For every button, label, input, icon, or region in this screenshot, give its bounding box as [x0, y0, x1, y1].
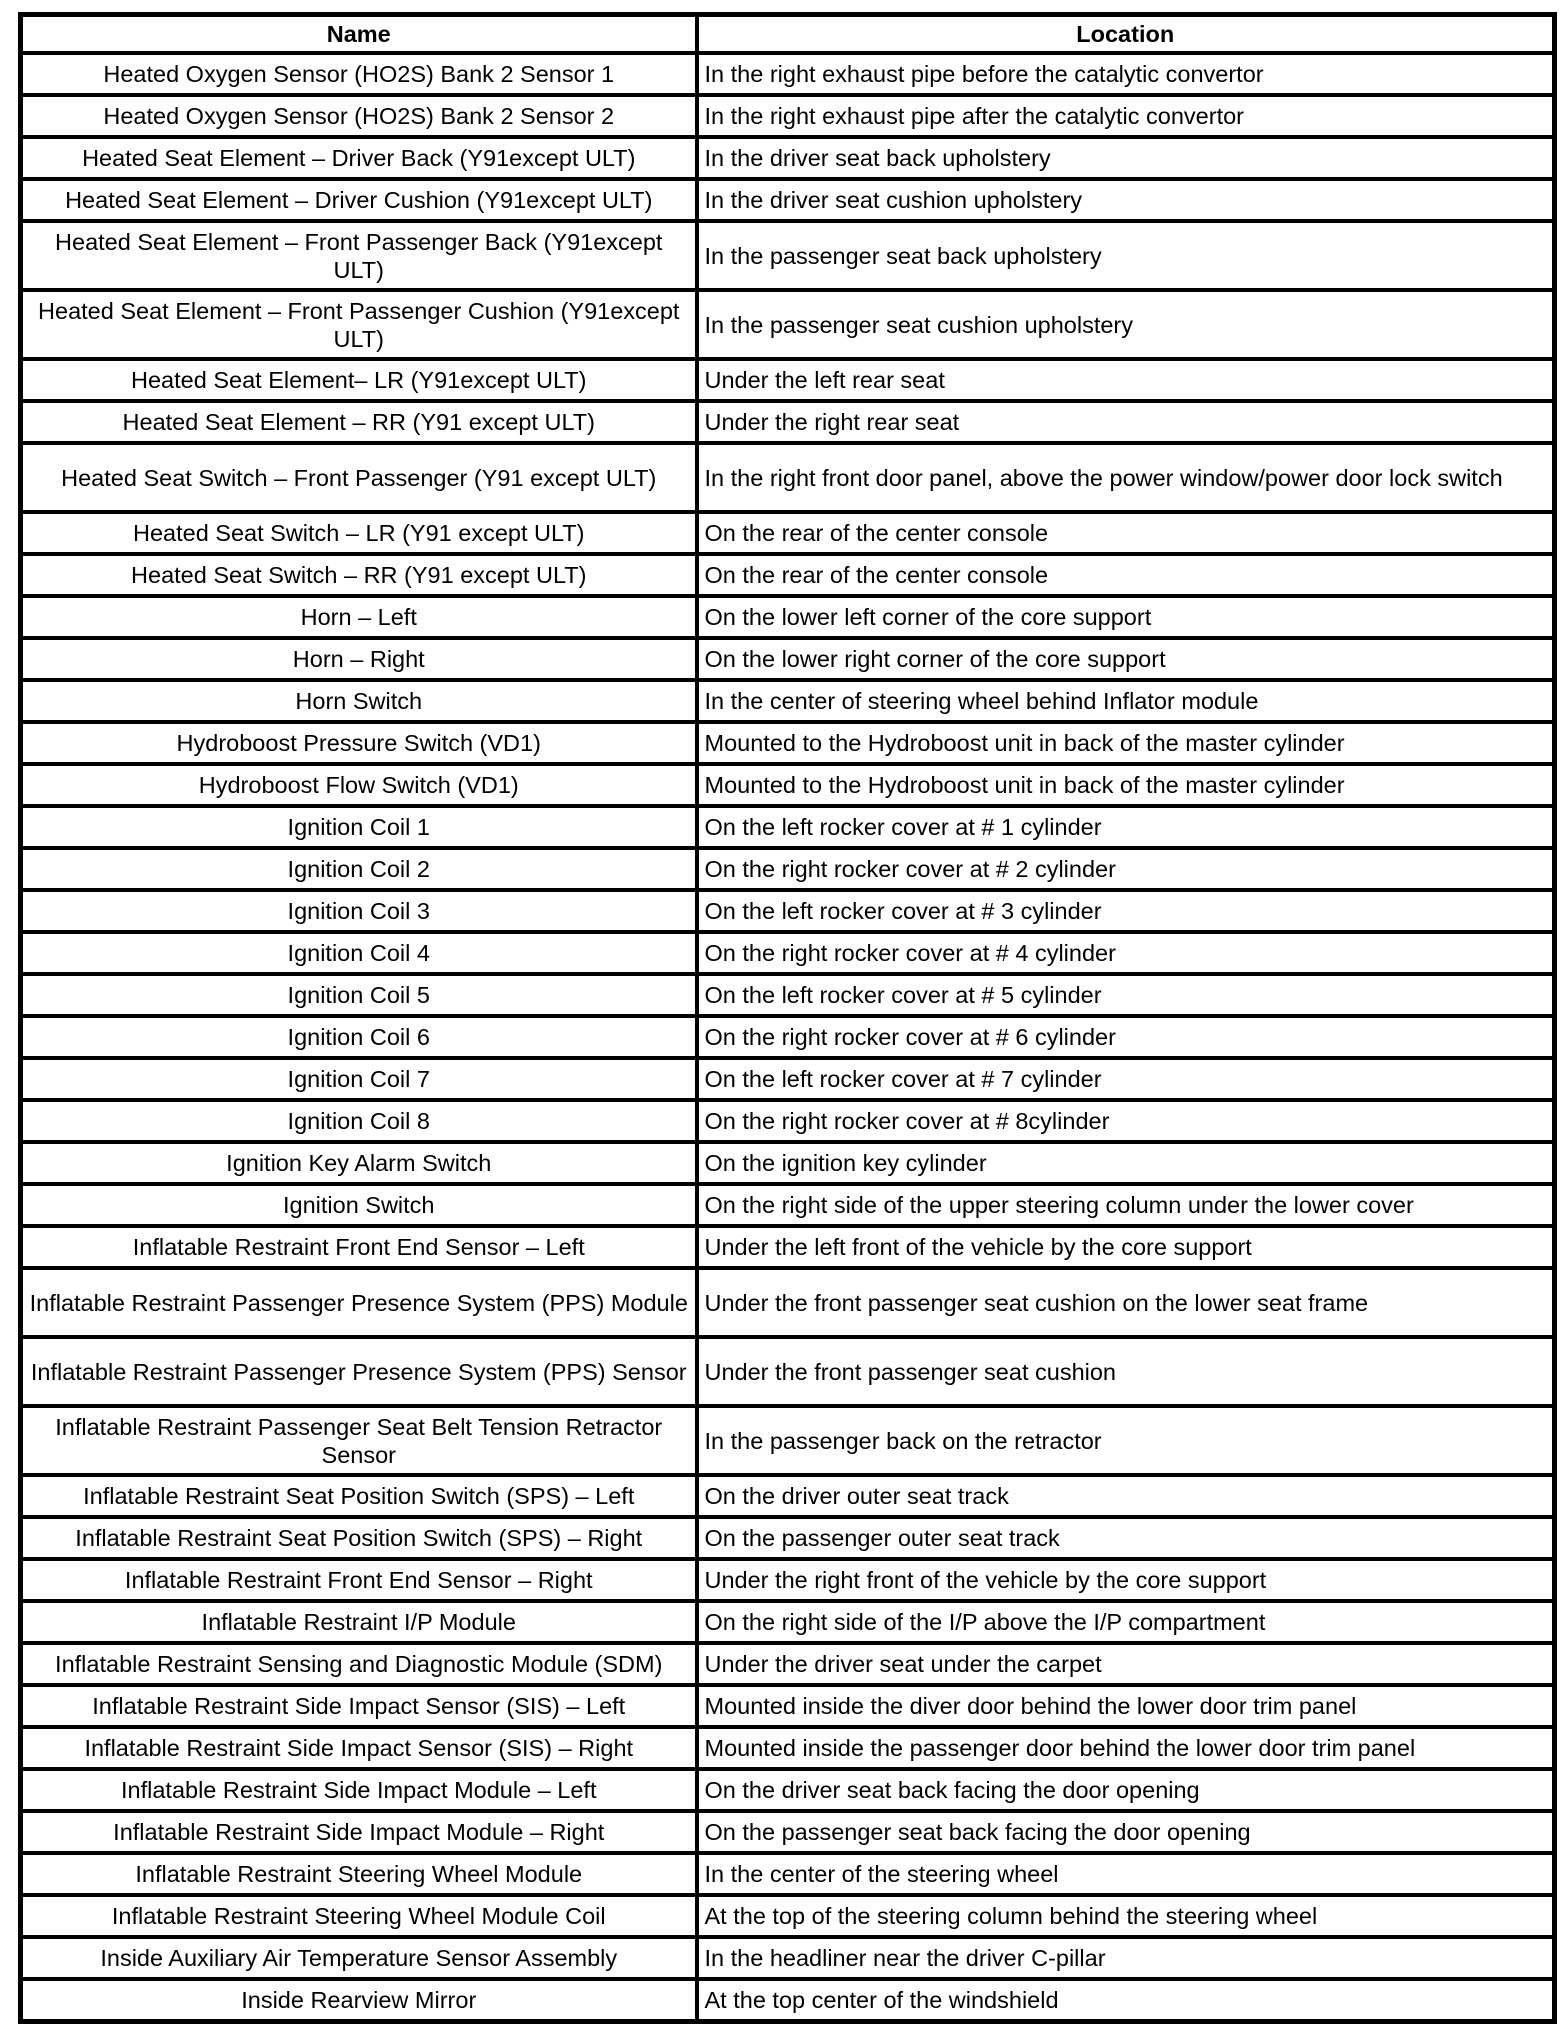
- component-location-cell: On the lower right corner of the core support: [697, 638, 1555, 680]
- component-name-cell: Ignition Coil 8: [21, 1100, 697, 1142]
- component-location-cell: In the headliner near the driver C-pillar: [697, 1937, 1555, 1979]
- component-name-cell: Heated Seat Switch – LR (Y91 except ULT): [21, 512, 697, 554]
- component-location-cell: In the driver seat cushion upholstery: [697, 179, 1555, 221]
- component-location-cell: On the driver seat back facing the door opening: [697, 1769, 1555, 1811]
- table-row: [21, 1058, 1555, 1100]
- component-location-cell: On the right side of the upper steering column under the lower cover: [697, 1184, 1555, 1226]
- component-location-cell: In the driver seat back upholstery: [697, 137, 1555, 179]
- component-name-cell: Inside Auxiliary Air Temperature Sensor Assembly: [21, 1937, 697, 1979]
- table-row: [21, 890, 1555, 932]
- table-row: [21, 638, 1555, 680]
- component-name-cell: Ignition Coil 6: [21, 1016, 697, 1058]
- component-name-cell: Inflatable Restraint Side Impact Sensor (SIS) – Left: [21, 1685, 697, 1727]
- component-location-cell: Under the driver seat under the carpet: [697, 1643, 1555, 1685]
- component-location-cell: In the passenger seat back upholstery: [697, 221, 1555, 290]
- component-location-sheet: [18, 12, 1552, 2024]
- component-location-cell: At the top of the steering column behind the steering wheel: [697, 1895, 1555, 1937]
- component-name-cell: Inflatable Restraint Side Impact Sensor (SIS) – Right: [21, 1727, 697, 1769]
- component-location-cell: On the left rocker cover at # 7 cylinder: [697, 1058, 1555, 1100]
- component-name-cell: Hydroboost Flow Switch (VD1): [21, 764, 697, 806]
- component-location-cell: Under the front passenger seat cushion: [697, 1337, 1555, 1406]
- component-location-cell: On the lower left corner of the core support: [697, 596, 1555, 638]
- component-location-cell: On the right rocker cover at # 8cylinder: [697, 1100, 1555, 1142]
- table-row: [21, 290, 1555, 359]
- table-row: [21, 848, 1555, 890]
- component-name-cell: Inside Rearview Mirror: [21, 1979, 697, 2022]
- table-row: [21, 1475, 1555, 1517]
- component-location-cell: In the center of the steering wheel: [697, 1853, 1555, 1895]
- table-row: [21, 1769, 1555, 1811]
- component-location-cell: On the left rocker cover at # 3 cylinder: [697, 890, 1555, 932]
- component-location-cell: In the passenger seat cushion upholstery: [697, 290, 1555, 359]
- component-name-cell: Heated Seat Switch – Front Passenger (Y91 except ULT): [21, 443, 697, 512]
- table-row: [21, 1643, 1555, 1685]
- component-name-cell: Ignition Coil 3: [21, 890, 697, 932]
- table-row: [21, 1100, 1555, 1142]
- component-location-cell: On the rear of the center console: [697, 554, 1555, 596]
- table-row: [21, 1016, 1555, 1058]
- table-row: [21, 1979, 1555, 2022]
- table-row: [21, 179, 1555, 221]
- component-name-cell: Heated Seat Element– LR (Y91except ULT): [21, 359, 697, 401]
- table-row: [21, 722, 1555, 764]
- table-row: [21, 1559, 1555, 1601]
- table-row: [21, 1727, 1555, 1769]
- component-name-cell: Ignition Coil 4: [21, 932, 697, 974]
- component-name-cell: Inflatable Restraint Sensing and Diagnostic Module (SDM): [21, 1643, 697, 1685]
- component-location-cell: On the right rocker cover at # 2 cylinder: [697, 848, 1555, 890]
- component-location-cell: Under the left rear seat: [697, 359, 1555, 401]
- component-location-cell: In the right front door panel, above the power window/power door lock switch: [697, 443, 1555, 512]
- table-row: [21, 1685, 1555, 1727]
- component-location-cell: On the right rocker cover at # 6 cylinder: [697, 1016, 1555, 1058]
- table-row: [21, 1337, 1555, 1406]
- table-row: [21, 932, 1555, 974]
- component-name-cell: Hydroboost Pressure Switch (VD1): [21, 722, 697, 764]
- component-name-cell: Heated Seat Element – Driver Back (Y91except ULT): [21, 137, 697, 179]
- component-name-cell: Ignition Coil 2: [21, 848, 697, 890]
- component-name-cell: Heated Oxygen Sensor (HO2S) Bank 2 Sensor 1: [21, 53, 697, 95]
- component-name-cell: Heated Oxygen Sensor (HO2S) Bank 2 Sensor 2: [21, 95, 697, 137]
- table-row: [21, 1853, 1555, 1895]
- table-row: [21, 680, 1555, 722]
- component-location-cell: Mounted to the Hydroboost unit in back of the master cylinder: [697, 764, 1555, 806]
- table-row: [21, 1601, 1555, 1643]
- table-row: [21, 1226, 1555, 1268]
- component-location-cell: On the left rocker cover at # 5 cylinder: [697, 974, 1555, 1016]
- component-location-cell: In the center of steering wheel behind Inflator module: [697, 680, 1555, 722]
- component-location-cell: On the right side of the I/P above the I/P compartment: [697, 1601, 1555, 1643]
- component-name-cell: Inflatable Restraint Passenger Presence System (PPS) Module: [21, 1268, 697, 1337]
- component-location-cell: Under the right rear seat: [697, 401, 1555, 443]
- component-location-cell: On the right rocker cover at # 4 cylinder: [697, 932, 1555, 974]
- component-location-cell: Mounted inside the diver door behind the lower door trim panel: [697, 1685, 1555, 1727]
- component-location-cell: Under the left front of the vehicle by the core support: [697, 1226, 1555, 1268]
- component-location-cell: On the ignition key cylinder: [697, 1142, 1555, 1184]
- component-location-cell: On the passenger outer seat track: [697, 1517, 1555, 1559]
- table-row: [21, 512, 1555, 554]
- component-location-cell: On the rear of the center console: [697, 512, 1555, 554]
- table-row: [21, 1406, 1555, 1475]
- component-location-cell: Under the right front of the vehicle by the core support: [697, 1559, 1555, 1601]
- table-row: [21, 221, 1555, 290]
- component-location-table: [18, 12, 1557, 2024]
- component-name-cell: Heated Seat Element – Front Passenger Back (Y91except ULT): [21, 221, 697, 290]
- column-header-name: Name: [21, 15, 697, 54]
- component-name-cell: Inflatable Restraint Passenger Presence System (PPS) Sensor: [21, 1337, 697, 1406]
- component-location-cell: Mounted to the Hydroboost unit in back of the master cylinder: [697, 722, 1555, 764]
- table-row: [21, 137, 1555, 179]
- table-row: [21, 1268, 1555, 1337]
- table-row: [21, 1895, 1555, 1937]
- table-row: [21, 1811, 1555, 1853]
- component-name-cell: Heated Seat Element – Front Passenger Cushion (Y91except ULT): [21, 290, 697, 359]
- component-name-cell: Heated Seat Switch – RR (Y91 except ULT): [21, 554, 697, 596]
- component-name-cell: Inflatable Restraint Front End Sensor – Right: [21, 1559, 697, 1601]
- component-location-cell: In the passenger back on the retractor: [697, 1406, 1555, 1475]
- component-name-cell: Ignition Coil 7: [21, 1058, 697, 1100]
- component-name-cell: Inflatable Restraint Passenger Seat Belt Tension Retractor Sensor: [21, 1406, 697, 1475]
- table-row: [21, 53, 1555, 95]
- table-row: [21, 596, 1555, 638]
- component-location-cell: Mounted inside the passenger door behind the lower door trim panel: [697, 1727, 1555, 1769]
- table-header-row: [21, 15, 1555, 54]
- table-row: [21, 1184, 1555, 1226]
- component-location-cell: On the left rocker cover at # 1 cylinder: [697, 806, 1555, 848]
- component-name-cell: Horn – Right: [21, 638, 697, 680]
- component-name-cell: Ignition Coil 5: [21, 974, 697, 1016]
- component-name-cell: Inflatable Restraint Steering Wheel Module Coil: [21, 1895, 697, 1937]
- table-row: [21, 764, 1555, 806]
- component-location-cell: In the right exhaust pipe after the catalytic convertor: [697, 95, 1555, 137]
- component-location-cell: Under the front passenger seat cushion on the lower seat frame: [697, 1268, 1555, 1337]
- component-name-cell: Ignition Switch: [21, 1184, 697, 1226]
- component-name-cell: Horn Switch: [21, 680, 697, 722]
- component-name-cell: Inflatable Restraint Seat Position Switch (SPS) – Left: [21, 1475, 697, 1517]
- component-name-cell: Ignition Coil 1: [21, 806, 697, 848]
- table-row: [21, 443, 1555, 512]
- component-location-cell: On the driver outer seat track: [697, 1475, 1555, 1517]
- component-location-cell: On the passenger seat back facing the door opening: [697, 1811, 1555, 1853]
- table-row: [21, 974, 1555, 1016]
- component-name-cell: Inflatable Restraint Side Impact Module – Right: [21, 1811, 697, 1853]
- table-row: [21, 359, 1555, 401]
- component-name-cell: Heated Seat Element – RR (Y91 except ULT): [21, 401, 697, 443]
- table-row: [21, 806, 1555, 848]
- component-name-cell: Inflatable Restraint Front End Sensor – Left: [21, 1226, 697, 1268]
- component-location-cell: At the top center of the windshield: [697, 1979, 1555, 2022]
- table-row: [21, 1142, 1555, 1184]
- column-header-location: Location: [697, 15, 1555, 54]
- component-name-cell: Heated Seat Element – Driver Cushion (Y91except ULT): [21, 179, 697, 221]
- table-row: [21, 1517, 1555, 1559]
- component-name-cell: Inflatable Restraint I/P Module: [21, 1601, 697, 1643]
- component-name-cell: Ignition Key Alarm Switch: [21, 1142, 697, 1184]
- component-name-cell: Inflatable Restraint Side Impact Module – Left: [21, 1769, 697, 1811]
- table-row: [21, 1937, 1555, 1979]
- table-row: [21, 95, 1555, 137]
- component-name-cell: Inflatable Restraint Steering Wheel Module: [21, 1853, 697, 1895]
- table-row: [21, 401, 1555, 443]
- component-name-cell: Inflatable Restraint Seat Position Switch (SPS) – Right: [21, 1517, 697, 1559]
- table-row: [21, 554, 1555, 596]
- component-name-cell: Horn – Left: [21, 596, 697, 638]
- component-location-cell: In the right exhaust pipe before the catalytic convertor: [697, 53, 1555, 95]
